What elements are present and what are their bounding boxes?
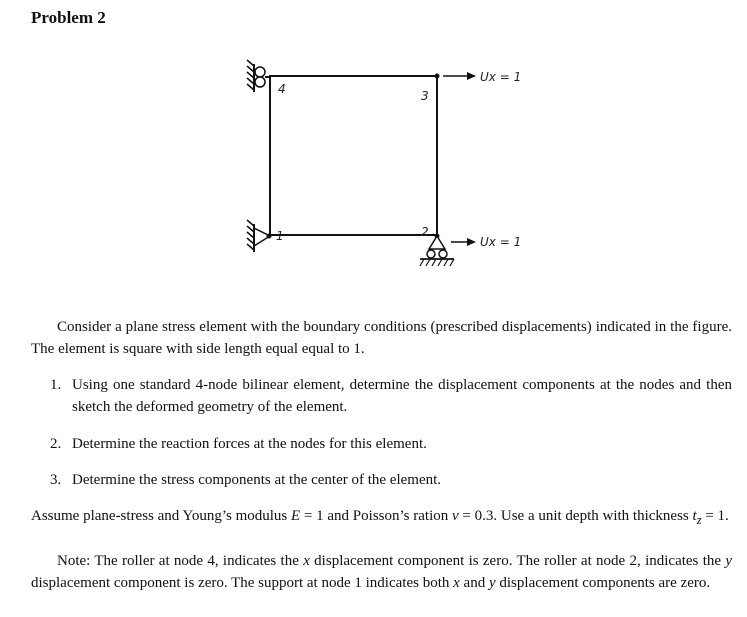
task-item xyxy=(50,433,732,455)
thickness-symbol: t xyxy=(692,508,697,524)
poisson-symbol: ν xyxy=(451,508,459,524)
task-number: 2. xyxy=(50,436,62,452)
problem-title: Problem 2 xyxy=(31,8,106,27)
bottom-displacement-arrow xyxy=(451,238,476,246)
roller-support-node-4 xyxy=(247,60,270,92)
note-text: displacement components are zero. xyxy=(495,575,711,591)
node-label-3: 3 xyxy=(421,89,429,103)
note-text: and xyxy=(459,575,489,591)
x-symbol: x xyxy=(453,575,460,591)
task-text: Using one standard 4-node bilinear element, determine the displacement components at the nodes and then sketch the deformed geometry of the element. xyxy=(72,377,732,415)
node-label-2: 2 xyxy=(421,225,429,239)
task-text: Determine the stress components at the center of the element. xyxy=(72,472,442,488)
note-paragraph xyxy=(31,550,732,594)
task-number: 3. xyxy=(50,472,62,488)
assume-text: = 1 and Poisson’s ration xyxy=(300,508,452,524)
top-load-label: Ux = 1 xyxy=(480,70,522,84)
assume-text: = 0.3. Use a unit depth with thickness xyxy=(458,508,693,524)
node-label-4: 4 xyxy=(278,82,286,96)
intro-paragraph: Consider a plane stress element with the boundary conditions (prescribed displacements) indicated in the figure. The element is square with side length equal equal to 1. xyxy=(31,319,732,357)
note-text: displacement component is zero. The roller at node 2, indicates the xyxy=(309,553,726,569)
task-number: 1. xyxy=(50,377,62,393)
node-label-1: 1 xyxy=(276,229,284,243)
assume-text: = 1. xyxy=(701,508,729,524)
task-item xyxy=(50,469,732,491)
node-3-dot xyxy=(435,74,440,79)
task-text: Determine the reaction forces at the nodes for this element. xyxy=(72,436,427,452)
thickness-subscript: z xyxy=(696,513,702,527)
element-square xyxy=(270,76,437,235)
task-item xyxy=(50,374,732,418)
note-text: displacement component is zero. The support at node 1 indicates both xyxy=(31,575,454,591)
youngs-modulus-symbol: E xyxy=(291,508,301,524)
pin-support-node-1 xyxy=(247,220,272,252)
assumptions-paragraph xyxy=(31,505,732,531)
bottom-load-label: Ux = 1 xyxy=(480,235,522,249)
y-symbol: y xyxy=(725,553,732,569)
y-symbol: y xyxy=(488,575,496,591)
x-symbol: x xyxy=(303,553,310,569)
top-displacement-arrow xyxy=(443,72,476,80)
element-figure xyxy=(0,0,747,300)
assume-text: Assume plane-stress and Young’s modulus xyxy=(31,508,292,524)
note-text: Note: The roller at node 4, indicates the xyxy=(57,553,304,569)
